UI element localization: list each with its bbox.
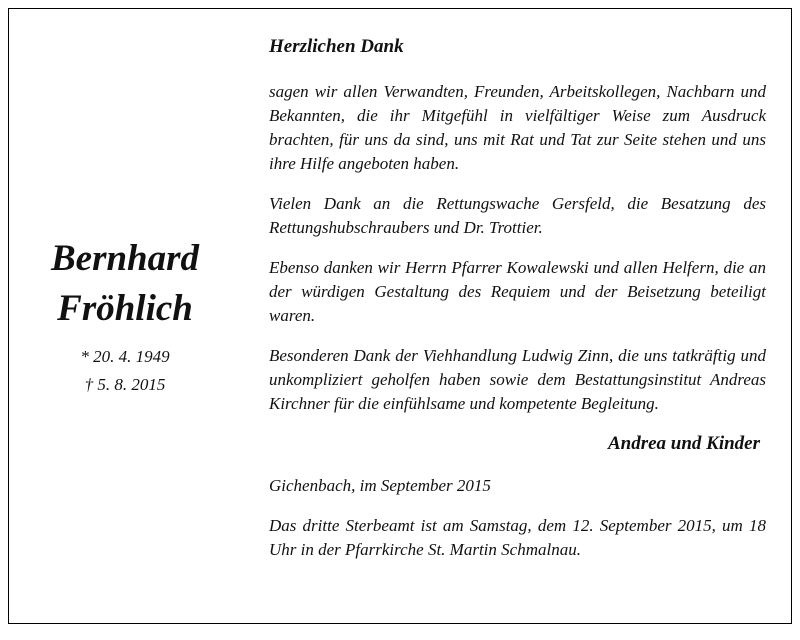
- obituary-thanks-notice: [8, 8, 792, 624]
- birth-date: * 20. 4. 1949: [80, 347, 170, 366]
- place-and-date: Gichenbach, im September 2015: [269, 476, 491, 495]
- thanks-paragraph-special: Besonderen Dank der Viehhandlung Ludwig Zinn, die uns tatkräftig und unkompliziert geholfen haben sowie dem Bestattungsinstitut Andreas Kirchner für die einfühlsame und kompetente Begleitung.: [269, 346, 766, 413]
- memorial-service-note: Das dritte Sterbeamt ist am Samstag, dem 12. September 2015, um 18 Uhr in der Pfarrkirche St. Martin Schmalnau.: [269, 516, 766, 559]
- thanks-heading: Herzlichen Dank: [269, 36, 404, 57]
- deceased-panel: [9, 9, 241, 623]
- deceased-first-name: Bernhard: [50, 238, 200, 279]
- deceased-last-name: Fröhlich: [57, 288, 193, 329]
- thanks-paragraph-rescue: Vielen Dank an die Rettungswache Gersfeld, die Besatzung des Rettungshubschraubers und Dr. Trottier.: [269, 194, 766, 237]
- thanks-text-column: [269, 35, 766, 562]
- death-date: † 5. 8. 2015: [84, 375, 166, 394]
- thanks-paragraph-general: sagen wir allen Verwandten, Freunden, Arbeitskollegen, Nachbarn und Bekannten, die ihr Mitgefühl in vielfältiger Weise zum Ausdruck brachten, für uns da sind, uns mit Rat und Tat zur Seite stehen und uns ihre Hilfe angeboten haben.: [269, 82, 766, 173]
- thanks-paragraph-pastor: Ebenso danken wir Herrn Pfarrer Kowalewski und allen Helfern, die an der würdigen Gestaltung des Requiem und der Beisetzung beteiligt waren.: [269, 258, 766, 325]
- signature: Andrea und Kinder: [607, 433, 760, 454]
